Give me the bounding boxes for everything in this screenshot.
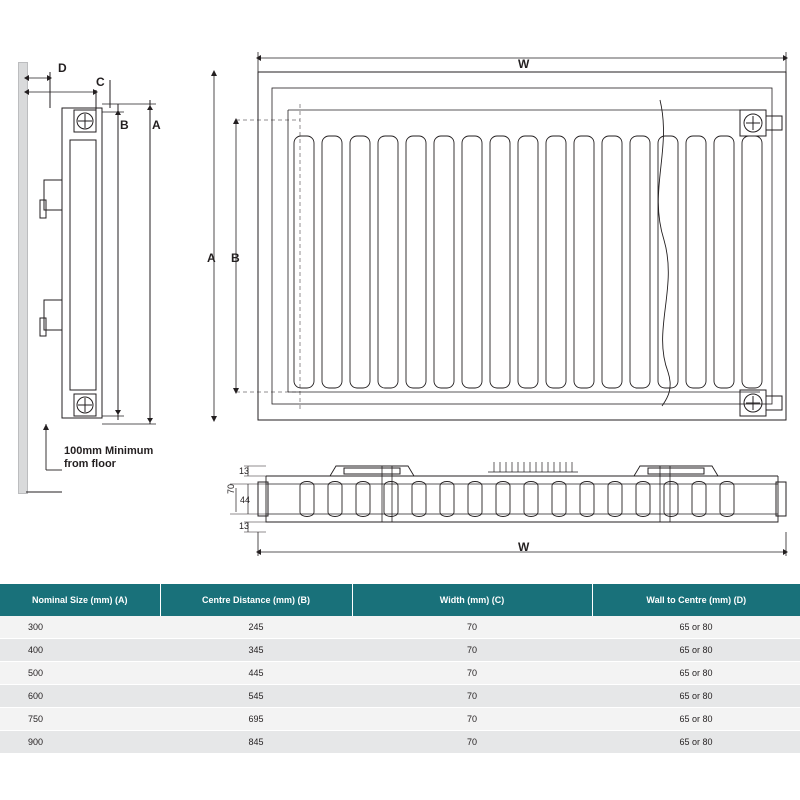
col-header-width: Width (mm) (C) — [352, 584, 592, 616]
label-b-side: B — [120, 118, 129, 132]
cell-centre-distance: 845 — [160, 731, 352, 754]
label-b-front: B — [231, 251, 240, 265]
label-w-bottom: W — [518, 540, 530, 554]
cell-width: 70 — [352, 731, 592, 754]
cell-width: 70 — [352, 639, 592, 662]
cell-centre-distance: 545 — [160, 685, 352, 708]
cell-centre-distance: 345 — [160, 639, 352, 662]
cell-nominal-size: 500 — [0, 662, 160, 685]
cell-width: 70 — [352, 616, 592, 639]
table-header-row — [0, 584, 800, 616]
col-header-centre-distance: Centre Distance (mm) (B) — [160, 584, 352, 616]
col-header-nominal-size: Nominal Size (mm) (A) — [0, 584, 160, 616]
cell-nominal-size: 300 — [0, 616, 160, 639]
cell-nominal-size: 600 — [0, 685, 160, 708]
cell-wall-to-centre: 65 or 80 — [592, 639, 800, 662]
specification-table — [0, 584, 800, 754]
cell-nominal-size: 400 — [0, 639, 160, 662]
label-a-side: A — [152, 118, 161, 132]
table-row — [0, 616, 800, 639]
table-row — [0, 685, 800, 708]
floor-note-line2: from floor — [64, 458, 116, 470]
cell-centre-distance: 245 — [160, 616, 352, 639]
label-w-top: W — [518, 57, 530, 71]
cell-wall-to-centre: 65 or 80 — [592, 731, 800, 754]
table-row — [0, 731, 800, 754]
table-row — [0, 639, 800, 662]
label-c: C — [96, 75, 105, 89]
dim-13-bottom: 13 — [239, 521, 250, 531]
cell-wall-to-centre: 65 or 80 — [592, 685, 800, 708]
cell-centre-distance: 695 — [160, 708, 352, 731]
cell-nominal-size: 750 — [0, 708, 160, 731]
floor-note-line1: 100mm Minimum — [64, 445, 154, 457]
dim-13-top: 13 — [239, 466, 250, 476]
cell-wall-to-centre: 65 or 80 — [592, 662, 800, 685]
table-row — [0, 662, 800, 685]
floor-note — [64, 445, 184, 471]
cell-wall-to-centre: 65 or 80 — [592, 616, 800, 639]
label-d: D — [58, 61, 67, 75]
dim-70: 70 — [226, 483, 236, 494]
cell-width: 70 — [352, 708, 592, 731]
label-a-front: A — [207, 251, 216, 265]
cell-wall-to-centre: 65 or 80 — [592, 708, 800, 731]
table-row — [0, 708, 800, 731]
col-header-wall-to-centre: Wall to Centre (mm) (D) — [592, 584, 800, 616]
cell-width: 70 — [352, 662, 592, 685]
cell-nominal-size: 900 — [0, 731, 160, 754]
dim-44: 44 — [240, 495, 251, 505]
cell-centre-distance: 445 — [160, 662, 352, 685]
cell-width: 70 — [352, 685, 592, 708]
